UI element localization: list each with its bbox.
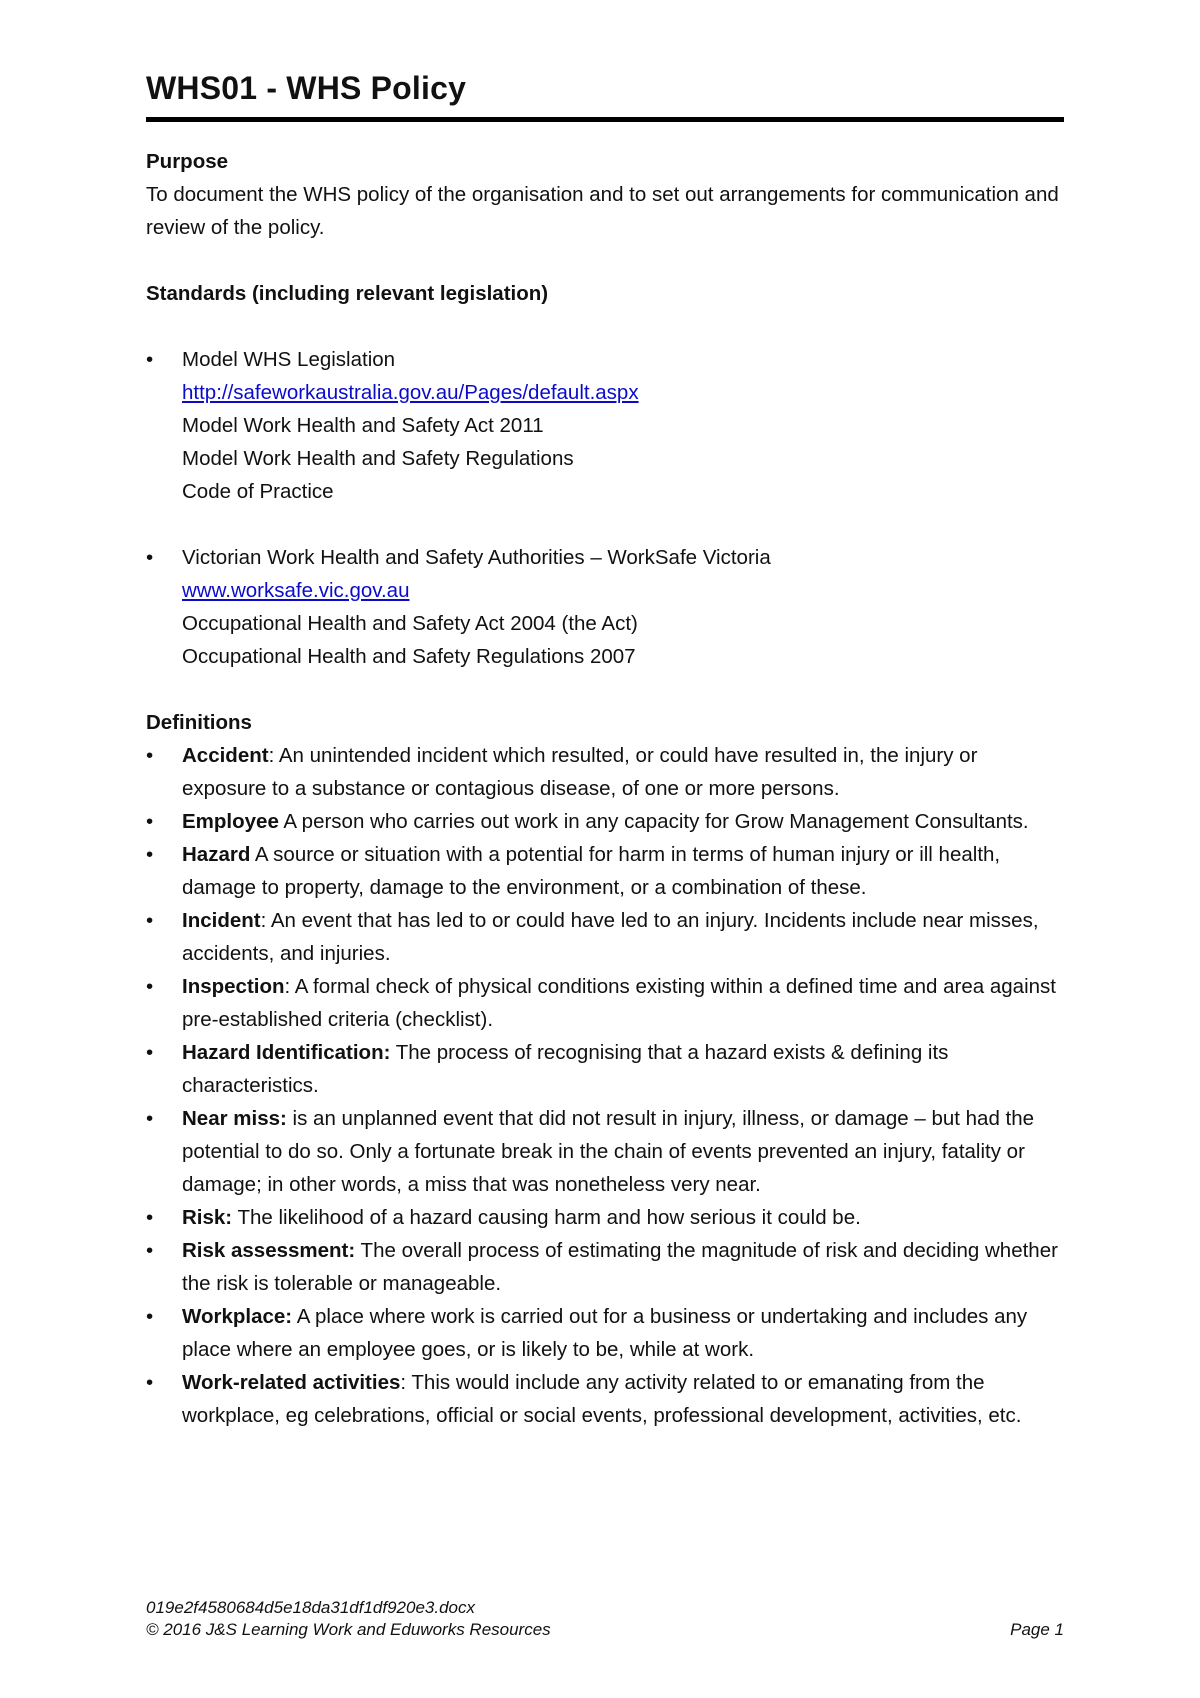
standards-list bbox=[146, 343, 1066, 508]
definition-term: Workplace: bbox=[182, 1305, 293, 1328]
definition-text: A place where work is carried out for a business or undertaking and includes any place where an employee goes, or is likely to be, while at work. bbox=[182, 1305, 1028, 1361]
definitions-list bbox=[146, 739, 1066, 1432]
worksafe-victoria-link[interactable]: www.worksafe.vic.gov.au bbox=[182, 579, 410, 602]
definition-term: Incident bbox=[182, 909, 261, 932]
definition-term: Risk assessment: bbox=[182, 1239, 356, 1262]
standards-line: Model Work Health and Safety Regulations bbox=[182, 447, 574, 470]
bullet-icon: • bbox=[146, 1371, 154, 1394]
definition-item bbox=[146, 1201, 1066, 1234]
definition-term: Near miss: bbox=[182, 1107, 287, 1130]
page-footer bbox=[146, 1597, 1064, 1641]
bullet-icon: • bbox=[146, 1305, 154, 1328]
definition-term: Employee bbox=[182, 810, 279, 833]
definition-item bbox=[146, 1036, 1066, 1102]
definition-text: : An unintended incident which resulted, or could have resulted in, the injury or exposure to a substance or contagious disease, of one or more persons. bbox=[182, 744, 978, 800]
standards-list-victoria bbox=[146, 541, 1066, 673]
standards-item-worksafe-victoria bbox=[146, 541, 1066, 673]
definitions-heading: Definitions bbox=[146, 711, 252, 734]
bullet-icon: • bbox=[146, 909, 154, 932]
bullet-icon: • bbox=[146, 843, 154, 866]
purpose-heading: Purpose bbox=[146, 150, 229, 173]
definition-text: A person who carries out work in any capacity for Grow Management Consultants. bbox=[278, 810, 1029, 833]
definition-term: Inspection bbox=[182, 975, 285, 998]
document-body bbox=[146, 145, 1066, 1432]
bullet-icon: • bbox=[146, 1206, 154, 1229]
bullet-icon: • bbox=[146, 1107, 154, 1130]
definition-term: Hazard Identification: bbox=[182, 1041, 391, 1064]
definition-item bbox=[146, 1366, 1066, 1432]
standards-item-name: Model WHS Legislation bbox=[182, 348, 396, 371]
definition-text: : An event that has led to or could have led to an injury. Incidents include near misses, accidents, and injuries. bbox=[182, 909, 1039, 965]
standards-line: Occupational Health and Safety Regulations 2007 bbox=[182, 645, 636, 668]
definition-text: The likelihood of a hazard causing harm and how serious it could be. bbox=[232, 1206, 861, 1229]
definition-text: : This would include any activity related to or emanating from the workplace, eg celebrations, official or social events, professional development, activities, etc. bbox=[182, 1371, 1022, 1427]
standards-line: Occupational Health and Safety Act 2004 (the Act) bbox=[182, 612, 638, 635]
bullet-icon: • bbox=[146, 1239, 154, 1262]
definition-term: Accident bbox=[182, 744, 269, 767]
title-divider bbox=[146, 117, 1064, 122]
footer-filename: 019e2f4580684d5e18da31df1df920e3.docx bbox=[146, 1598, 475, 1617]
bullet-icon: • bbox=[146, 546, 154, 569]
footer-copyright: © 2016 J&S Learning Work and Eduworks Resources bbox=[146, 1620, 551, 1639]
bullet-icon: • bbox=[146, 975, 154, 998]
definition-term: Risk: bbox=[182, 1206, 233, 1229]
definition-text: The overall process of estimating the magnitude of risk and deciding whether the risk is tolerable or manageable. bbox=[182, 1239, 1058, 1295]
definition-item bbox=[146, 904, 1066, 970]
definition-item bbox=[146, 970, 1066, 1036]
bullet-icon: • bbox=[146, 348, 154, 371]
bullet-icon: • bbox=[146, 744, 154, 767]
definition-item bbox=[146, 1300, 1066, 1366]
definition-term: Hazard bbox=[182, 843, 251, 866]
definition-item bbox=[146, 805, 1066, 838]
definition-text: The process of recognising that a hazard exists & defining its characteristics. bbox=[182, 1041, 949, 1097]
definition-text: A source or situation with a potential for harm in terms of human injury or ill health, damage to property, damage to the environment, or a combination of these. bbox=[182, 843, 1001, 899]
bullet-icon: • bbox=[146, 1041, 154, 1064]
document-title: WHS01 - WHS Policy bbox=[146, 70, 467, 106]
definition-item bbox=[146, 838, 1066, 904]
bullet-icon: • bbox=[146, 810, 154, 833]
footer-page-number: Page 1 bbox=[1010, 1620, 1064, 1639]
definition-text: is an unplanned event that did not result in injury, illness, or damage – but had the potential to do so. Only a fortunate break in the chain of events prevented an injury, fatality or damage; in other words, a miss that was nonetheless very near. bbox=[182, 1107, 1035, 1196]
definition-item bbox=[146, 1234, 1066, 1300]
standards-line: Code of Practice bbox=[182, 480, 334, 503]
standards-line: Model Work Health and Safety Act 2011 bbox=[182, 414, 544, 437]
standards-heading: Standards (including relevant legislation) bbox=[146, 282, 549, 305]
standards-item-model-whs bbox=[146, 343, 1066, 508]
definition-item bbox=[146, 739, 1066, 805]
definition-text: : A formal check of physical conditions existing within a defined time and area against pre-established criteria (checklist). bbox=[182, 975, 1056, 1031]
definition-term: Work-related activities bbox=[182, 1371, 401, 1394]
safework-australia-link[interactable]: http://safeworkaustralia.gov.au/Pages/default.aspx bbox=[182, 381, 639, 404]
definition-item bbox=[146, 1102, 1066, 1201]
purpose-text: To document the WHS policy of the organisation and to set out arrangements for communication and review of the policy. bbox=[146, 183, 1059, 239]
standards-item-name: Victorian Work Health and Safety Authorities – WorkSafe Victoria bbox=[182, 546, 771, 569]
